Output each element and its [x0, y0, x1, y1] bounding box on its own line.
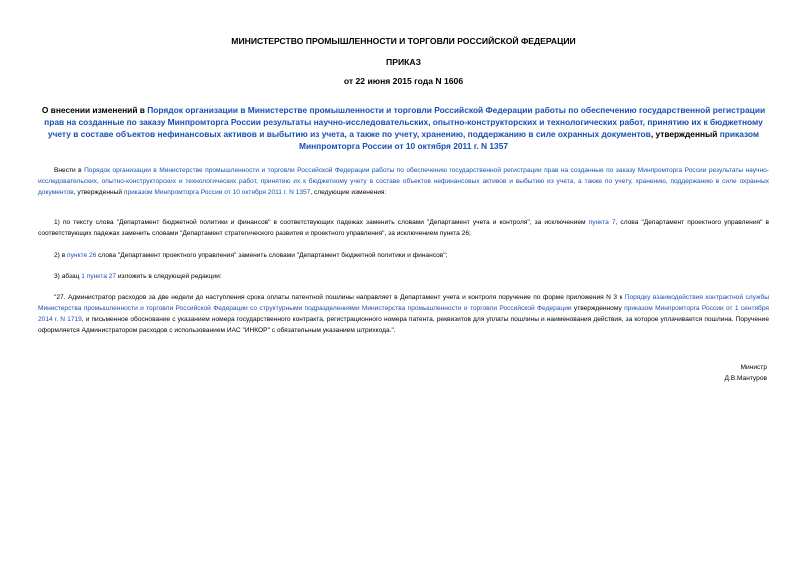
ministry-heading: МИНИСТЕРСТВО ПРОМЫШЛЕННОСТИ И ТОРГОВЛИ РОССИЙСКОЙ ФЕДЕРАЦИИ — [231, 36, 576, 46]
p4-suffix: изложить в следующей редакции: — [116, 273, 222, 280]
paragraph-item-1 — [38, 217, 769, 239]
document-title — [40, 104, 767, 152]
p3-point26-link[interactable]: пункте 26 — [67, 252, 97, 259]
title-prefix: О внесении изменений в — [41, 105, 148, 115]
p1-prefix: Внести в — [54, 167, 85, 174]
signature-position: Министр — [740, 364, 767, 371]
p1-procedure-link[interactable]: Порядок организации в Министерстве промышленности и торговли Российской Федерации работы по обеспечению государственной регистрации прав на созданные по заказу Минпромторга России результаты научно-исследовательских, опытно-конструкторских и технологических работ, принятию их к бюджетному учету в составе объектов нефинансовых активов и выбытию из учета, а также по учету, хранению, поддержанию в силе охранных документов — [38, 167, 769, 196]
document-date-number: от 22 июня 2015 года N 1606 — [343, 76, 464, 86]
p5-order-link[interactable]: приказом Минпромторга России от 1 сентября 2014 г. N 1719 — [38, 305, 769, 323]
p3-prefix: 2) в — [54, 252, 68, 259]
p5-interaction-procedure-link[interactable]: Порядку взаимодействия контрактной службы Министерства промышленности и торговли Российской Федерации со структурными подразделениями Министерства промышленности и торговли Российской Федерации — [38, 294, 769, 312]
p1-middle: , утвержденный — [73, 189, 124, 196]
paragraph-item-3 — [38, 271, 769, 282]
p5-suffix: , и письменное обоснование с указанием номера государственного контракта, регистрационного номера патента, реквизитов для уплаты пошлины и наименования действия, за которое уплачивается пошлина. Поручение оформляется Администратором расходов с использованием ИАС "ИНКОР" с обязательным указанием штрихкода.". — [38, 316, 769, 334]
paragraph-item-2 — [38, 250, 769, 261]
p2-suffix: , слова "Департамент проектного управления" в соответствующих падежах заменить словами "Департамент стратегического развития и проектного управления", за исключением пункта 26; — [38, 219, 769, 237]
document-type: ПРИКАЗ — [386, 57, 421, 67]
p1-order-link[interactable]: приказом Минпромторга России от 10 октября 2011 г. N 1357 — [123, 189, 311, 196]
p1-suffix: , следующие изменения: — [310, 189, 387, 196]
title-procedure-link[interactable]: Порядок организации в Министерстве промышленности и торговли Российской Федерации работы по обеспечению государственной регистрации прав на созданные по заказу Минпромторга России результаты научно-исследовательских, опытно-конструкторских и технологических работ, принятию их к бюджетному учету в составе объектов нефинансовых активов и выбытию из учета, а также по учету, хранению, поддержанию в силе охранных документов — [44, 105, 766, 139]
paragraph-new-wording — [38, 292, 769, 336]
paragraph-intro — [38, 165, 769, 198]
signature-name: Д.В.Мантуров — [724, 375, 767, 382]
signature-block — [724, 362, 767, 384]
p5-middle: утвержденному — [571, 305, 625, 312]
p2-prefix: 1) по тексту слова "Департамент бюджетной политики и финансов" в соответствующих падежах заменить словами "Департамент учета и контроля", за исключением — [54, 219, 589, 226]
p3-suffix: слова "Департамент проектного управления" заменить словами "Департамент бюджетной политики и финансов"; — [96, 252, 448, 259]
p4-prefix: 3) абзац — [54, 273, 82, 280]
p2-point7-link[interactable]: пункта 7 — [588, 219, 616, 226]
title-order-link[interactable]: приказом Минпромторга России от 10 октября 2011 г. N 1357 — [298, 129, 760, 151]
p5-prefix: "27. Администратор расходов за две недели до наступления срока оплаты патентной пошлины направляет в Департамент учета и контроля поручение по форме приложения N 3 к — [54, 294, 625, 301]
p4-point27-link[interactable]: 1 пункта 27 — [81, 273, 117, 280]
title-middle: , утвержденный — [650, 129, 720, 139]
